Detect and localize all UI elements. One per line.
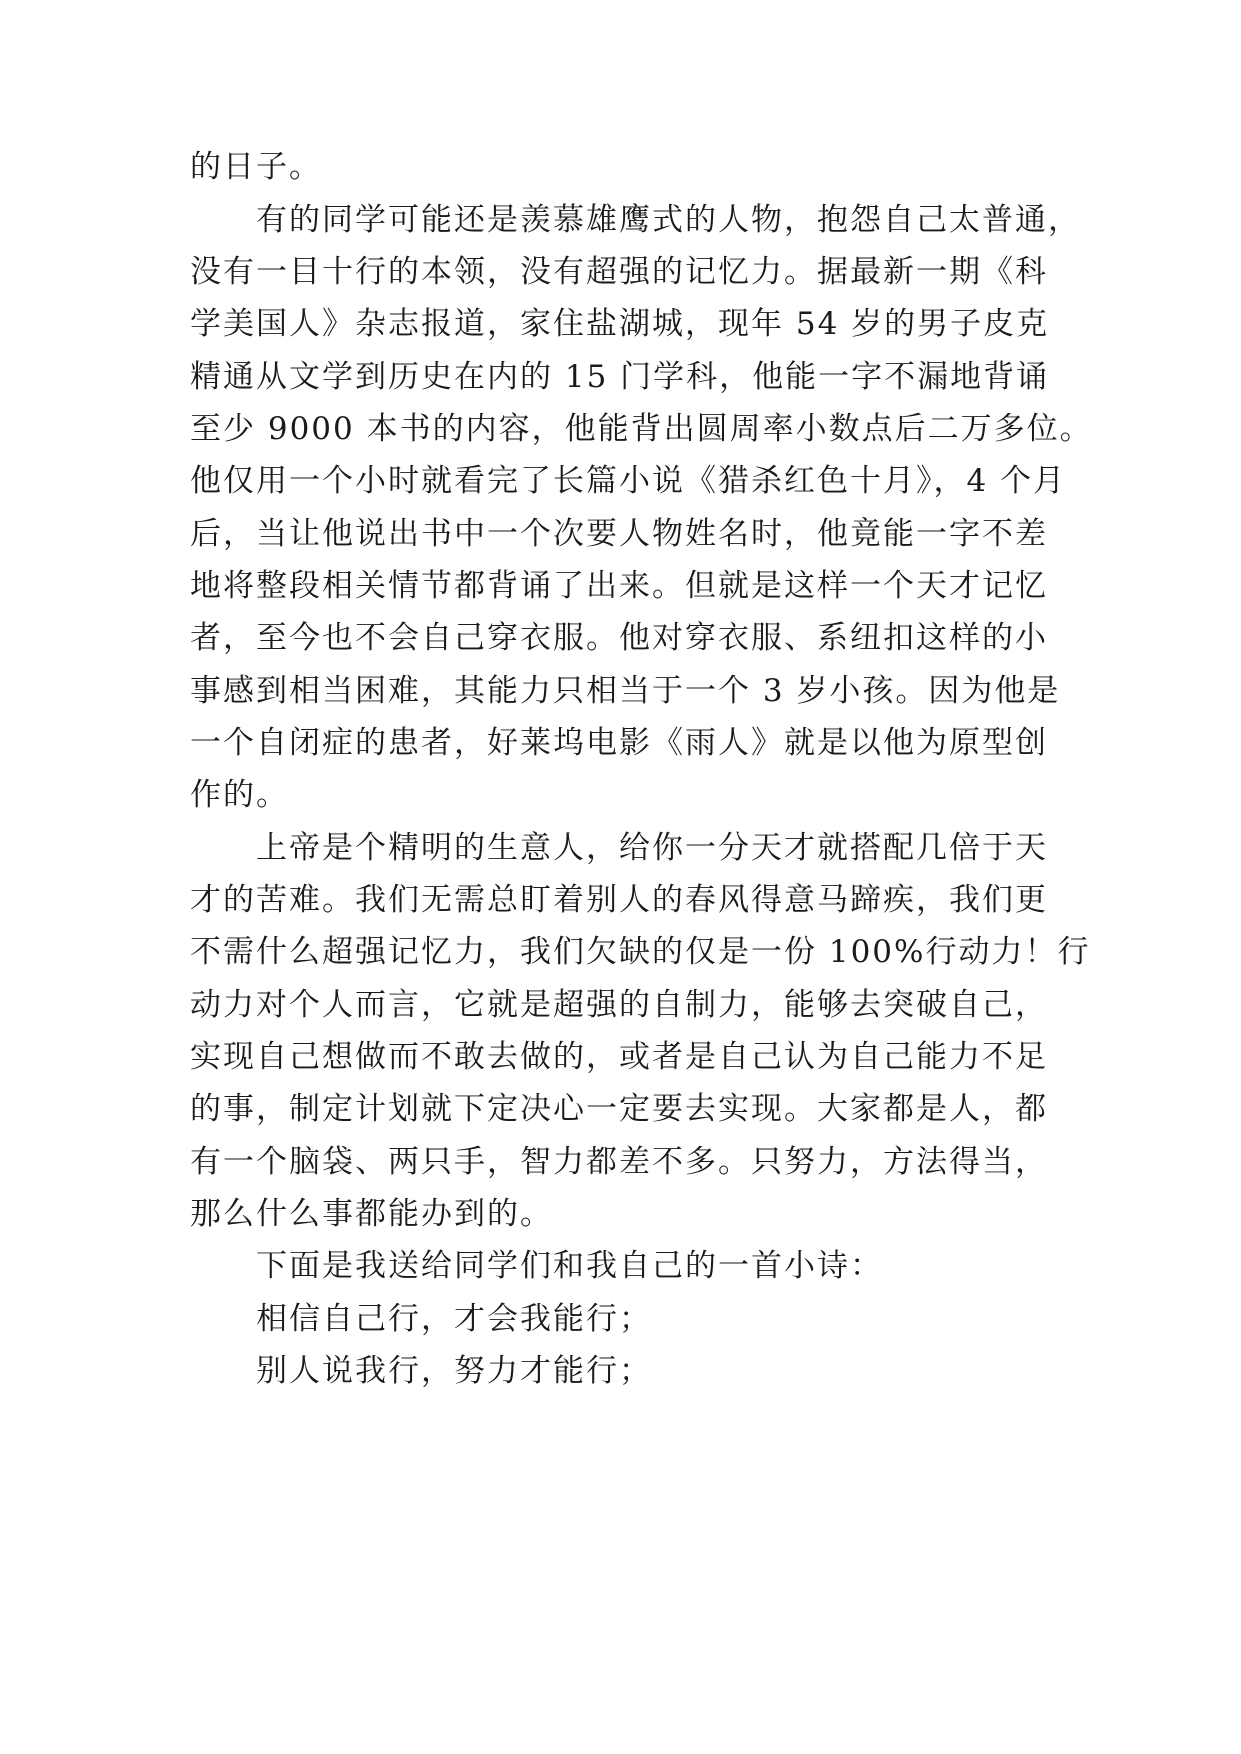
text-line: 至少 9000 本书的内容，他能背出圆周率小数点后二万多位。 [190, 411, 1093, 447]
text-line: 他仅用一个小时就看完了长篇小说《猎杀红色十月》，4 个月 [190, 463, 1067, 499]
text-line: 有一个脑袋、两只手，智力都差不多。只努力，方法得当， [190, 1144, 1048, 1180]
text-line: 精通从文学到历史在内的 15 门学科，他能一字不漏地背诵 [190, 359, 1050, 395]
text-line: 地将整段相关情节都背诵了出来。但就是这样一个天才记忆 [190, 568, 1048, 604]
text-line: 没有一目十行的本领，没有超强的记忆力。据最新一期《科 [190, 254, 1048, 290]
paragraph-first-line: 有的同学可能还是羡慕雄鹰式的人物，抱怨自己太普通， [256, 202, 1081, 238]
text-line: 的日子。 [190, 149, 322, 185]
text-line: 那么什么事都能办到的。 [190, 1196, 553, 1232]
text-line: 学美国人》杂志报道，家住盐湖城，现年 54 岁的男子皮克 [190, 306, 1050, 342]
poem-line: 相信自己行，才会我能行； [256, 1301, 652, 1337]
text-line: 实现自己想做而不敢去做的，或者是自己认为自己能力不足 [190, 1039, 1048, 1075]
text-line: 者，至今也不会自己穿衣服。他对穿衣服、系纽扣这样的小 [190, 620, 1048, 656]
paragraph-first-line: 下面是我送给同学们和我自己的一首小诗： [256, 1248, 883, 1284]
text-line: 作的。 [190, 777, 289, 813]
text-line: 一个自闭症的患者，好莱坞电影《雨人》就是以他为原型创 [190, 725, 1048, 761]
poem-line: 别人说我行，努力才能行； [256, 1353, 652, 1389]
text-line: 的事，制定计划就下定决心一定要去实现。大家都是人，都 [190, 1091, 1048, 1127]
text-line: 事感到相当困难，其能力只相当于一个 3 岁小孩。因为他是 [190, 673, 1061, 709]
text-line: 不需什么超强记忆力，我们欠缺的仅是一份 100%行动力！行 [190, 934, 1091, 970]
text-line: 才的苦难。我们无需总盯着别人的春风得意马蹄疾，我们更 [190, 882, 1048, 918]
text-line: 后，当让他说出书中一个次要人物姓名时，他竟能一字不差 [190, 516, 1048, 552]
paragraph-first-line: 上帝是个精明的生意人，给你一分天才就搭配几倍于天 [256, 830, 1048, 866]
text-line: 动力对个人而言，它就是超强的自制力，能够去突破自己， [190, 987, 1048, 1023]
